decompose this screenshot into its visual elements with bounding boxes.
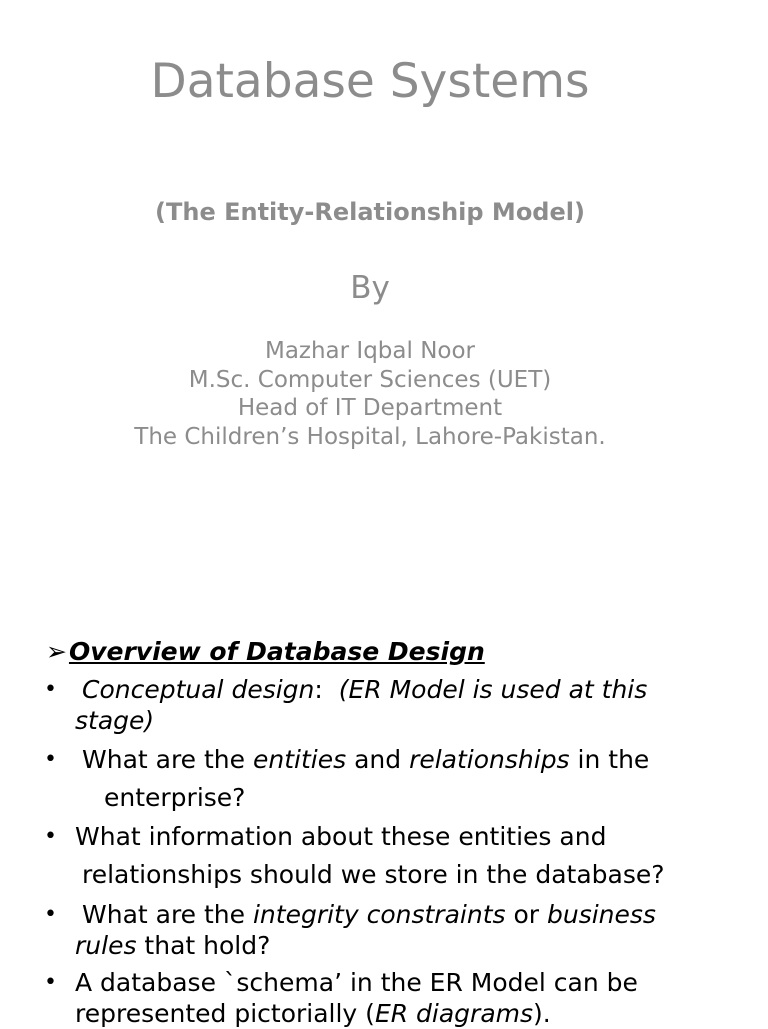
list-item-text: Conceptual design: [82, 675, 315, 704]
slide-subtitle: (The Entity-Relationship Model): [155, 198, 585, 226]
list-item: [44, 821, 744, 890]
slide-title: Database Systems: [150, 54, 590, 109]
bullet-dot-icon: •: [44, 677, 57, 702]
list-item: • A database `schema’ in the ER Model can be represented pictorially (ER diagrams).: [44, 967, 744, 1029]
author-degree: M.Sc. Computer Sciences (UET): [188, 366, 552, 393]
list-item-text: relationships should we store in the database?: [82, 860, 665, 889]
list-item-text: stage): [75, 706, 155, 735]
bullet-dot-icon: •: [44, 902, 57, 927]
list-item: • What are the entities and relationships in the enterprise?: [44, 744, 744, 813]
by-label: By: [350, 270, 390, 306]
author-position: Head of IT Department: [237, 395, 503, 421]
list-item-text: What information about these entities and: [75, 822, 607, 851]
list-item-text: A database `schema’ in the ER Model can be: [75, 968, 638, 997]
bullet-dot-icon: •: [44, 747, 57, 772]
overview-heading: [46, 636, 485, 667]
list-item-text: (ER Model is used at this: [338, 675, 648, 704]
author-info: [0, 337, 740, 451]
author-name: Mazhar Iqbal Noor: [264, 338, 476, 364]
list-item: [44, 674, 744, 736]
overview-slide: [0, 628, 768, 1028]
list-item-text: :: [314, 675, 323, 704]
bullet-dot-icon: •: [44, 824, 57, 849]
author-organization: The Children’s Hospital, Lahore-Pakistan.: [134, 423, 606, 450]
list-item: • What are the integrity constraints or business rules that hold?: [44, 900, 656, 960]
bullet-dot-icon: •: [44, 970, 57, 995]
arrow-bullet-icon: ➢: [46, 637, 67, 666]
overview-heading-text: Overview of Database Design: [68, 637, 485, 666]
list-item-text: enterprise?: [104, 783, 246, 812]
